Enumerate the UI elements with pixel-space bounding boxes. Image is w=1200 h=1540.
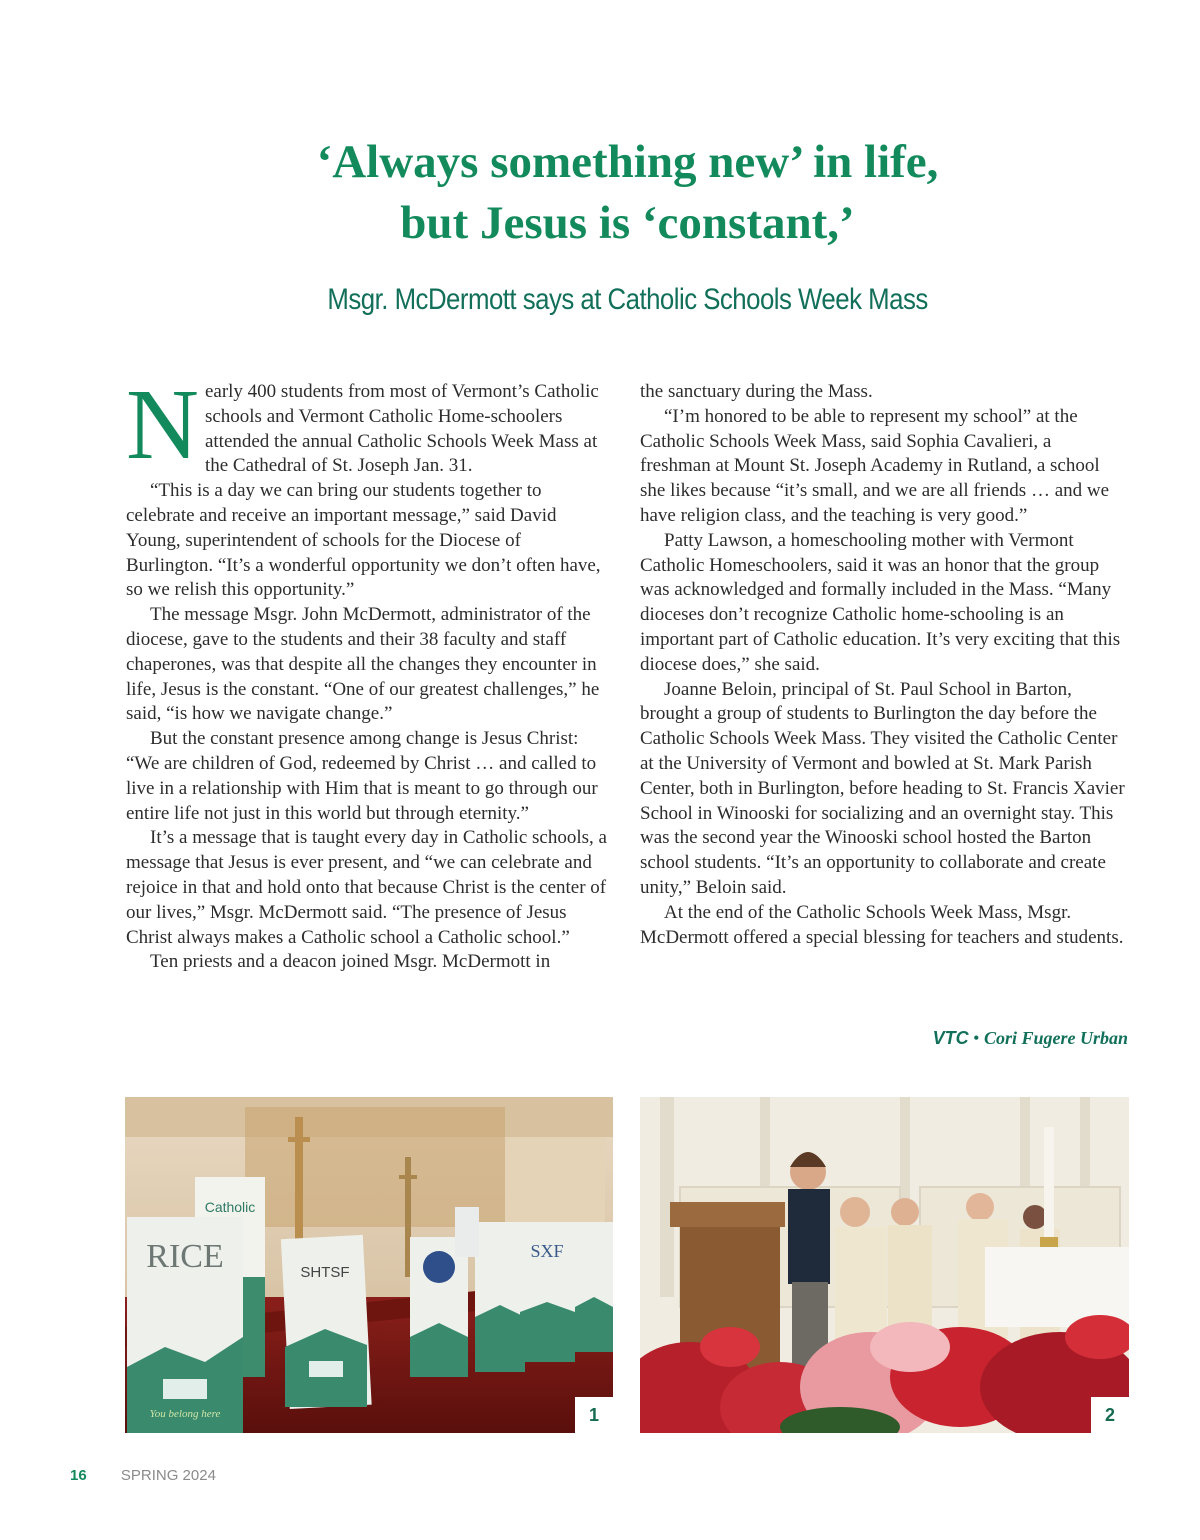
paragraph: It’s a message that is taught every day in Catholic schools, a message that Jesus is ever present, and “we can celebrate and rejoice in that and hold onto that because Christ is the center of our lives,” Msgr. McDermott said. “The presence of Jesus Christ always makes a Catholic school a Catholic school.”: [126, 827, 607, 948]
paragraph: At the end of the Catholic Schools Week Mass, Msgr. McDermott offered a special blessing for teachers and students.: [640, 901, 1124, 948]
paragraph: the sanctuary during the Mass.: [640, 381, 873, 402]
headline: [0, 132, 1200, 254]
paragraph: Patty Lawson, a homeschooling mother with Vermont Catholic Homeschoolers, said it was an honor that the group was acknowledged and formally included in the Mass. “Many dioceses don’t recognize Catholic home-schooling is an important part of Catholic education. It’s very exciting that this diocese does,” she said.: [640, 529, 1121, 675]
banner-text-4: Catholic: [204, 1199, 256, 1215]
banner-tagline: You belong here: [149, 1408, 221, 1420]
banner-text-2: SHTSF: [300, 1264, 350, 1281]
byline-source: VTC: [932, 1028, 969, 1048]
byline-separator: •: [973, 1028, 980, 1048]
paragraph: Ten priests and a deacon joined Msgr. McDermott in: [150, 951, 551, 973]
drop-cap: N: [126, 368, 199, 480]
article-column-left: [126, 368, 611, 975]
banner-text-3: SXF: [530, 1241, 564, 1261]
photo-school-banners: [125, 1097, 613, 1433]
page-footer: [70, 1467, 216, 1484]
page-number: 16: [70, 1467, 87, 1484]
paragraph: Joanne Beloin, principal of St. Paul School in Barton, brought a group of students to Burlington the day before the Catholic Schools Week Mass. They visited the Catholic Center at the University of Vermont and bowled at St. Mark Parish Center, both in Burlington, before heading to St. Francis Xavier School in Winooski for socializing and an overnight stay. This was the second year the Winooski school hosted the Barton school students. “It’s an opportunity to collaborate and create unity,” Beloin said.: [640, 678, 1125, 898]
banner-text-1: RICE: [146, 1238, 224, 1275]
paragraph: The message Msgr. John McDermott, administrator of the diocese, gave to the students and their 38 faculty and staff chaperones, was that despite all the changes they encounter in life, Jesus is the constant. “One of our greatest challenges,” he said, “is how we navigate change.”: [126, 604, 600, 725]
paragraph: But the constant presence among change is Jesus Christ: “We are children of God, redeemed by Christ … and called to live in a relationship with Him that is meant to go through our entire life not just in this world but through eternity.”: [126, 728, 598, 824]
byline: [933, 1028, 1128, 1049]
photo-number-1: 1: [575, 1397, 613, 1433]
headline-line-1: ‘Always something new’ in life,: [316, 136, 939, 188]
paragraph: “I’m honored to be able to represent my school” at the Catholic Schools Week Mass, said Sophia Cavalieri, a freshman at Mount St. Joseph Academy in Rutland, a school she likes because “it’s small, and we are all friends … and we have religion class, and the teaching is very good.”: [640, 405, 1110, 526]
photo-student-lectern: [640, 1097, 1129, 1433]
article-column-right: [640, 380, 1125, 950]
issue-label: SPRING 2024: [120, 1467, 216, 1484]
headline-line-2: but Jesus is ‘constant,’: [400, 197, 855, 249]
subheadline: Msgr. McDermott says at Catholic Schools Week Mass: [327, 283, 928, 316]
byline-author: Cori Fugere Urban: [983, 1028, 1128, 1048]
paragraph-1: Nearly 400 students from most of Vermont’s Catholic schools and Vermont Catholic Home-schoolers attended the annual Catholic Schools Week Mass at the Cathedral of St. Joseph Jan. 31.: [126, 368, 599, 480]
paragraph: “This is a day we can bring our students together to celebrate and receive an important message,” said David Young, superintendent of schools for the Diocese of Burlington. “It’s a wonderful opportunity we don’t often have, so we relish this opportunity.”: [126, 480, 601, 601]
photo-number-2: 2: [1091, 1397, 1129, 1433]
